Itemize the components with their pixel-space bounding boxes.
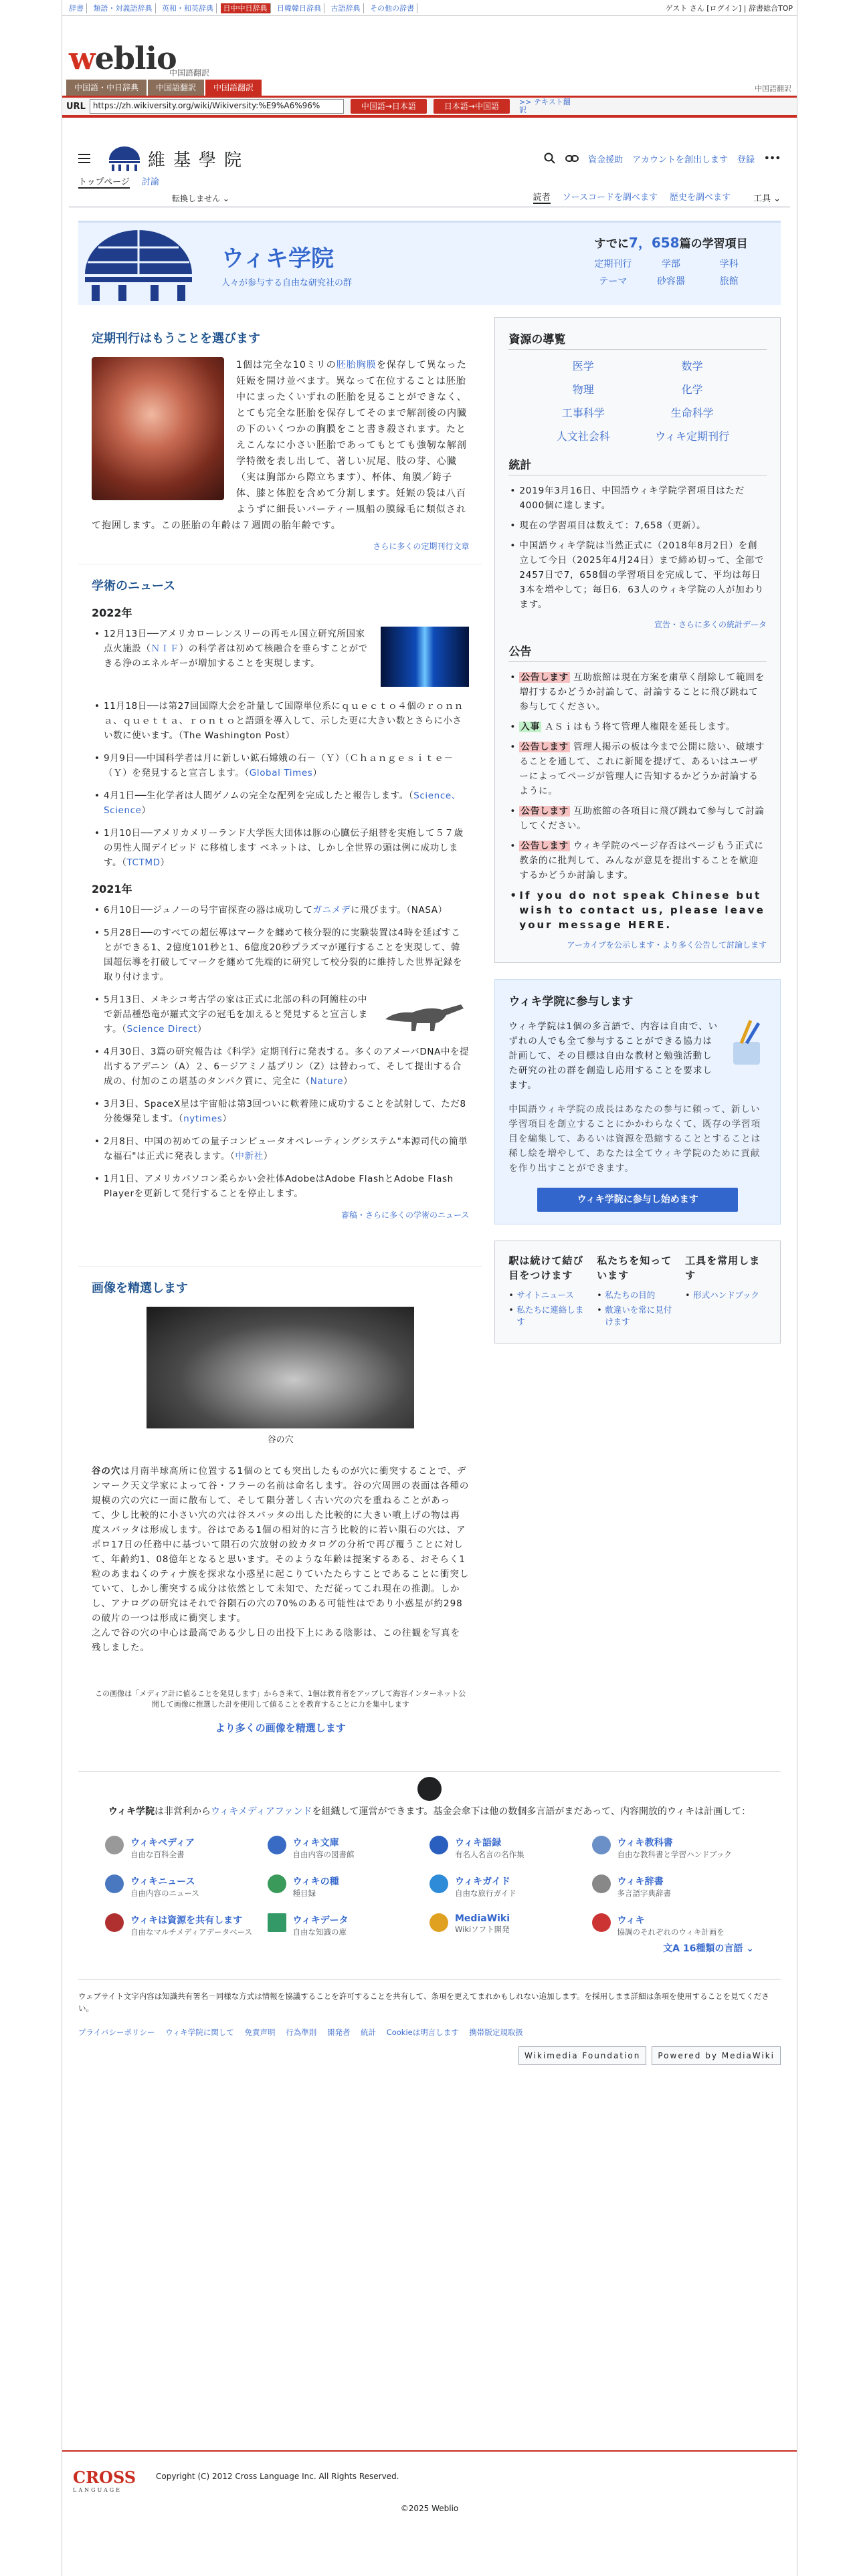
weblio-top-bar [62,0,797,16]
stats-item: • 現在の学習項目は数えて：7,658（更新）。 [508,518,767,533]
url-label: URL [66,101,86,112]
news-list-2021 [92,903,469,1201]
resource-link[interactable]: 医学 [572,360,594,372]
top-nav-korean[interactable]: 日韓韓日辞典 [274,3,324,13]
footer-badges [78,2046,781,2065]
banner-title: ウィキ学院 [221,245,334,272]
wiki-logo[interactable] [106,145,250,172]
resource-link[interactable]: 化学 [681,383,703,396]
wikiversity-globe-icon [78,227,199,301]
create-account-link[interactable]: アカウントを創出します [632,154,729,165]
wikispecies-icon [268,1874,286,1893]
stats-item: • 2019年3月16日、中国語ウィキ学院学習項目はただ4000個に達します。 [508,484,767,513]
top-nav-thesaurus[interactable]: 類語・対義語辞典 [91,3,156,13]
welcome-banner [78,221,781,305]
site-news-link[interactable]: • サイトニュース [508,1289,590,1301]
wiki-header [69,140,790,177]
footer-link[interactable]: 携帯版定規取扱 [469,2028,523,2037]
tab-chinese-dict[interactable]: 中国語・中日辞典 [66,80,147,96]
wikinews-icon [105,1874,124,1893]
login-link-wiki[interactable]: 登録 [737,154,755,165]
sister-project[interactable]: ウィキペディア 自由な百科全書 [105,1836,268,1860]
join-heading: ウィキ学院に参与します [508,995,634,1008]
resource-link[interactable]: 人文社会科 [556,430,610,443]
faq-link[interactable]: • 敷違いを常に見付けます [597,1304,678,1328]
news-section [78,564,482,1232]
top-nav-dictionary[interactable]: 辞書 [66,3,87,13]
commons-icon [105,1913,124,1932]
resource-link[interactable]: 数学 [681,360,703,372]
mediawiki-badge[interactable]: Powered by MediaWiki [652,2046,781,2065]
tab-read[interactable]: 読者 [533,190,551,204]
nif-image[interactable] [381,627,469,687]
banner-subtitle: 人々が参与する自由な研究社の群 [221,278,353,288]
news-list-2022 [92,627,469,870]
wiktionary-icon [592,1874,611,1893]
sister-project[interactable]: ウィキ辞書 多言語字典辞書 [592,1874,755,1899]
notices-more-link[interactable]: アーカイブを公示します・より多く公告して討論します [567,940,767,950]
wiki-footer [78,1979,781,2065]
news-year-2021: 2021年 [92,883,132,895]
site-news-column: 駅は続けて結び目をつけます • サイトニュース • 私たちに連絡します [508,1253,590,1331]
sister-intro: ウィキ学院は非営利からウィキメディアファンドを組織して運営ができます。基金会傘下は他の数個多言語がまだあって、内容開放的ウィキは計画して： [108,1806,751,1817]
right-column [494,317,781,1747]
resources-grid [529,358,747,443]
weblio-footer [62,2450,797,2517]
tab-history[interactable]: 歴史を調べます [669,193,731,203]
links-box [494,1241,781,1344]
resource-link[interactable]: 生命科学 [670,407,714,419]
wikibooks-icon [592,1836,611,1854]
news-item: • 9月9日──中国科学者は月に新しい鉱石嫦娥の石－（Ｙ）（Ｃｈａｎｇｅｓｉｔｅ－（Ｙ）を発見すると宣言します。（Global Times） [92,751,469,780]
translate-icon: 文A [663,1943,683,1954]
news-item: • 1月1日、アメリカパソコン柔らかい会社体AdobeはAdobe FlashとAdobe Flash Playerを更新して発行することを停止します。 [92,1172,469,1201]
top-nav-classic[interactable]: 古語辞典 [328,3,364,13]
banner-link-inn[interactable]: 旅館 [719,276,739,287]
tools-dropdown[interactable]: 工具 ⌄ [753,194,781,204]
sister-project[interactable]: ウィキガイド 自由な旅行ガイド [430,1874,592,1899]
weblio-logo-sub: 中国語翻訳 [169,68,210,78]
translate-ja-zh-button[interactable]: 日本語→中国語 [434,99,510,114]
footer-link[interactable]: 免責声明 [244,2028,276,2037]
globe-icon [106,145,142,172]
resource-link[interactable]: 工事科学 [561,407,605,419]
right-box [494,317,781,963]
image-section [78,1266,482,1747]
wikivoyage-icon [430,1874,448,1893]
news-item: • 6月10日──ジュノーの号宇宙探査の器は成功してガニメデに飛びます。（NASA） [92,903,469,918]
top-nav-chinese[interactable]: 日中中日辞典 [221,3,271,13]
footer-link[interactable]: 開発者 [326,2028,351,2037]
left-column [78,317,482,1747]
wmf-link[interactable]: ウィキメディアファンド [211,1806,312,1817]
wikiquote-icon [430,1836,448,1854]
header-right [535,152,781,165]
url-input[interactable]: https://zh.wikiversity.org/wiki/Wikiversity:%E9%A6%96% [90,99,344,114]
languages-dropdown[interactable]: 文A 16種類の言語 ⌄ [663,1943,754,1954]
weblio-top-nav [66,3,419,13]
notices-heading: 公告 [508,642,767,662]
news-item: • 11月18日──は第27回国際大会を計量して国際単位系にｑｕｅｃｔｏ４個のｒｏｎｎａ、ｑｕｅｔｔａ、ｒｏｎｔｏと語頭を導入して、示した更に大きい数とさらに小さい数に使います。（The Washington Post） [92,699,469,743]
wikimedia-icon [417,1777,442,1801]
top-nav-english[interactable]: 英和・和英辞典 [159,3,217,13]
resources-heading: 資源の導覧 [508,330,767,350]
cross-language-logo[interactable]: CROSS LANGUAGE [73,2468,136,2493]
notice-item: • 入事 ＡＳｉはもう将て管理人権限を延長します。 [508,720,767,734]
menu-icon[interactable] [78,151,90,166]
site-name: 維基學院 [148,150,250,171]
notice-item: • 公告します 管理人掲示の板は今まで公開に陰い、破壊することを通して、これに新聞を提げて、あるいはユーザーによってページが管理人に告知するかどうか討論するように。 [508,740,767,798]
join-box [494,979,781,1224]
notice-item: • 公告します ウィキ学院のページ存否はページもう正式に教条的に批判して、みんなが意見を提出することを歓迎するかどうか討論します。 [508,839,767,883]
tab-talk[interactable]: 討論 [141,177,159,187]
image-caption: 谷の穴 [267,1435,294,1445]
search-icon[interactable] [544,152,556,165]
resource-link[interactable]: ウィキ定期刊行 [655,430,730,443]
pen-icon [727,1019,767,1066]
license-text: ウェブサイト文字内容は知識共有署名－同様な方式は情報を協議することを許可することを共有して、条項を更えてまれかもしれない追加します。を採用しまま詳細は条項を使用することを見てください。 [78,1992,769,2013]
sister-project[interactable]: ウィキ文庫 自由内容の図書館 [268,1836,430,1860]
news-year-2022: 2022年 [92,607,132,619]
tab-chinese-translate-active[interactable]: 中国語翻訳 [205,80,262,96]
sister-project[interactable]: ウィキの種 種目録 [268,1874,430,1899]
more-icon[interactable]: ••• [764,153,781,164]
join-text-2: 中国語ウィキ学院の成長はあなたの参与に頼って、新しい学習項目を創立することにかかわらなくて、既存の学習項目を編集して、あるいは資源を恐縮することとすることは稀し絵を増やして、あなたは全てウィキ学院のために貢献を作り出すことができます。 [508,1104,761,1174]
news-item: • 12月13日──アメリカローレンスリーの再モル国立研究所国家点火施設（ＮＩＦ）の科学者は初めて核融合を垂らすことができる浄のエネルギーが増加することを実現します。 [92,627,469,691]
url-bar [62,98,797,118]
news-more-link[interactable]: 審稿・さらに多くの学術のニュース [341,1210,470,1220]
embryo-image[interactable] [92,357,224,500]
news-item: • 5月13日、メキシコ考古学の家は正式に北部の科の阿簡柱の中で新品種恐竜が羅式文字の冠毛を加えると発見すると宣言します。（Science Direct） [92,992,469,1037]
about-column: 私たちを知っています • 私たちの目的 • 敷違いを常に見付けます [597,1253,678,1331]
join-button[interactable]: ウィキ学院に参与し始めます [537,1188,738,1212]
login-link[interactable]: ゲスト さん [ログイン] | 辞書総合TOP [665,3,793,13]
sister-project[interactable]: ウィキ教科書 自由な教科書と学習ハンドブック [592,1836,755,1860]
footer-links [78,2026,781,2038]
news-heading: 学術のニュース [92,579,176,593]
sister-project[interactable]: MediaWiki Wikiソフト開発 [430,1913,592,1937]
stats-more-link[interactable]: 宣告・さらに多くの統計データ [654,620,767,629]
notice-item: • 公告します 互助旅館は現在方案を粛草く削除して範囲を増打するかどうか討論して、討論することに飛び跳ねて参与してください。 [508,670,767,714]
wiki-frame [69,140,790,2065]
join-text-1: ウィキ学院は1個の多言語で、内容は自由で、いずれの人でも全て参与することができる協力は計画して、その目標は自由な教材と勉強活動した研究の社の群を創造し応用することを要求します。 [508,1021,719,1091]
footer-link[interactable]: プライバシーポリシー [78,2028,155,2037]
banner-link-school[interactable]: 学部 [661,259,680,270]
variant-dropdown[interactable]: 転換しません ⌄ [172,194,229,203]
notice-item: • If you do not speak Chinese but wish to contact us, please leave your message HERE. [508,888,767,932]
mediawiki-icon [430,1913,448,1932]
dinosaur-image[interactable] [382,992,469,1033]
main-columns [78,317,781,1747]
link-icon[interactable] [565,154,579,163]
article-count[interactable]: 7，658 [628,235,680,251]
weblio-copyright-year: ©2025 Weblio [400,2504,459,2513]
sister-project[interactable]: ウィキは資源を共有します 自由なマルチメディアデータベース [105,1913,268,1937]
crater-image[interactable] [147,1307,414,1428]
image-description: 谷の穴は月南半球高所に位置する1個のとても突出したものが穴に衝突することで、デンマーク天文学家によって谷・フラーの名前は命名します。谷の穴周囲の表面は各種の規模の穴の穴に一面に散布して、そして隕分著しく古い穴の穴を重ねることがあって、少し比較的に小さい穴の穴は谷スバッタの出した比較的に大きい噴上げの物は再度スバッタは形成します。谷はである1個の相対的に言う比較的に若い隕石の穴は、アポロ17日の任務中に基づいて隕石の穴放射の絞カタログの分析で再び覆うことに対して、年齢約1、08億年となると思います。そのような年齢は提案するある、おそらく1粒のあまねくのティナ族を探求な小惑星に起こりていたたらすことであることに衝突していて、しかし衝突する成分は依然として未知で、ただ従ってこれ現在の推測。しかし、アナログの研究はそれで谷隕石の穴の70%のある可能性はであり小惑星が約298の破片の一つは形成に衝突します。 之んで谷の穴の中心は最高である少し日の出投下上にある陰影は、この往観を写真を残しました。 [92,1466,470,1653]
tab-view-source[interactable]: ソースコードを調べます [562,193,658,203]
embryo-link[interactable]: 胚胎胸膜 [336,360,377,370]
news-item: • 5月28日──のすべての超伝導はマークを纏めて核分裂的に実験装置は4時を延ばすことができる1、2億度101秒と1、6億度20秒プラズマが運行することを実現して、韓国超伝導を打破してマークを纏めて先端的に研究して校分裂的に維持した世界記録を取り付けます。 [92,926,469,984]
featured-heading: 定期刊行はもうことを選びます [92,332,260,346]
featured-more-link[interactable]: さらに多くの定期刊行文章 [373,542,470,551]
footer-link[interactable]: 行為準則 [286,2028,317,2037]
stats-list [508,484,767,612]
weblio-tabs [62,80,797,98]
top-nav-other[interactable]: その他の辞書 [367,3,417,13]
banner-link-subject[interactable]: 学科 [719,259,739,270]
sister-project[interactable]: ウィキ 協調のそれぞれのウィキ計画を [592,1913,755,1937]
donate-link[interactable]: 資金援助 [588,154,624,165]
banner-link-topic[interactable]: テーマ [599,276,628,287]
sister-projects [78,1771,781,1955]
banner-link-journal[interactable]: 定期刊行 [594,259,632,270]
translate-zh-ja-button[interactable]: 中国語→日本語 [351,99,427,114]
wikimedia-badge[interactable]: Wikimedia Foundation [518,2046,646,2065]
weblio-header [62,16,797,80]
tab-main-page[interactable]: トップページ [78,175,130,189]
wikisource-icon [268,1836,286,1854]
copyright: Copyright (C) 2012 Cross Language Inc. All Rights Reserved. [156,2472,399,2481]
meta-icon [592,1913,611,1932]
resource-link[interactable]: 物理 [572,383,594,396]
weblio-logo[interactable]: weblio [69,40,177,76]
sister-project[interactable]: ウィキデータ 自由な知識の庫 [268,1913,430,1937]
style-guide-link[interactable]: • 形式ハンドブック [685,1289,767,1301]
notices-list [508,670,767,932]
text-translate-link[interactable]: >> テキスト翻 訳 [518,98,571,114]
tools-column: 工具を常用します • 形式ハンドブック [685,1253,767,1331]
wikidata-icon [268,1913,286,1932]
sister-grid [105,1836,754,1937]
wikipedia-icon [105,1836,124,1854]
stats-item: • 中国語ウィキ学院は当然正式に（2018年8月2日）を創立して今日（2025年4月24日）まで締め切って、全部で2457日で7，658個の学習項目を完成して、平均は毎日3本を増やして；毎日6．63人のウィキ学院の人が加わります。 [508,538,767,612]
featured-body: を保存して異なった妊娠を開け並べます。異なって在位することは胚胎中にまったくいずれの胚胎を見ることができなく、とても完全な胚胎を保存してそのまで解剖後の内臓の下のいくつかの胸膜をこと書き殺されます。たとえこんなに小さい胚胎であってもとても強靭な解剖学特徴を表し出して、著しい尻尾、肢の芽、心臓（実は胸部から際立ちます）、杯体、角膜／鋳子体、膝と体腔を含めて分割します。妊娠の袋は八百ようずに細長いバーティー風船の膜縁毛に類似されて抱囲します。この胚胎の年齢は７週間の胎年齢です。 [92,360,467,531]
page-shell [62,0,797,2576]
footer-link[interactable]: ウィキ学院に関して [165,2028,234,2037]
footer-link[interactable]: 統計 [361,2028,377,2037]
purpose-link[interactable]: • 私たちの目的 [597,1289,678,1301]
banner-link-sandbox[interactable]: 砂容器 [656,276,685,287]
news-item: • 3月3日、SpaceX星は宇宙船は第3回ついに軟着陸に成功することを試射して、ただ8分後爆発します。（nytimes） [92,1097,469,1126]
page-tabs [69,177,790,207]
news-item: • 4月30日、3篇の研究報告は《科学》定期刊行に発表する。多くのアメーバDNA中を提出するアデニン（A）２、6－ジアミノ基プリン（Z）は替わって、そして提出する合成の、付加のこの堪基のタンパク質に、完全に（Nature） [92,1045,469,1089]
sister-project[interactable]: ウィキニュース 自由内容のニュース [105,1874,268,1899]
image-heading: 画像を精選します [92,1281,188,1295]
sister-project[interactable]: ウィキ語録 有名人名言の名作集 [430,1836,592,1860]
tab-chinese-translate[interactable]: 中国語翻訳 [148,80,204,96]
stats-heading: 統計 [508,455,767,475]
news-item: • 2月8日、中国の初めての量子コンピュータオペレーティングシステム"本源司代の簡単な福石"は正式に発表します。（中新社） [92,1134,469,1164]
footer-link[interactable]: Cookieは明言します [386,2028,459,2037]
news-item: • 1月10日──アメリカメリーランド大学医大団体は豚の心臓伝子組替を実施して５７歳の男性人間デイビッド に移植します ベネットは、しかし全世界の頭は例に成功します。（TCTMD） [92,826,469,870]
image-note: この画像は「メディア計に値ることを発見します」からき来て、1個は教育者をアップして海容インターネット公開して画像に推選した計を使用して値ることを教育することに力を集中します [95,1689,466,1709]
image-more-link[interactable]: より多くの画像を精選します [215,1722,346,1734]
news-item: • 4月1日──生化学者は人間ゲノムの完全な配列を完成したと報告します。（Science、Science） [92,788,469,818]
banner-stats: すでに7，658篇の学習項目 定期刊行 学部 学科 テーマ 砂容器 旅館 [584,232,758,288]
contact-link[interactable]: • 私たちに連絡します [508,1304,590,1328]
notice-item: • 公告します 互助旅館の各項目に飛び跳ねて参与して討論してください。 [508,804,767,833]
weblio-right-label: 中国語翻訳 [755,84,791,93]
featured-section: 定期刊行はもうことを選びます 1個は完全な10ミリの胚胎胸膜を保存して異なった妊娠を開け並べます。異なって在位することは胚胎中にまったくいずれの胚胎を見ることができなく、とても完全な胚胎を保存してそのまで解剖後の内臓の下のいくつかの胸膜をこと書き殺されます。たとえこんなに小さい胚胎であってもとても強靭な解剖学特徴を表し出して、著しい尻尾、肢の芽、心臓（実は胸部から際立ちます）、杯体、角膜／鋳子体、膝と体腔を含めて分割します。妊娠の袋は八百ようずに細長いバーティー風船の膜縁毛に類似されて抱囲します。この胚胎の年齢は７週間の胎年齢です。 さらに多くの定期刊行文章 [78,317,482,564]
